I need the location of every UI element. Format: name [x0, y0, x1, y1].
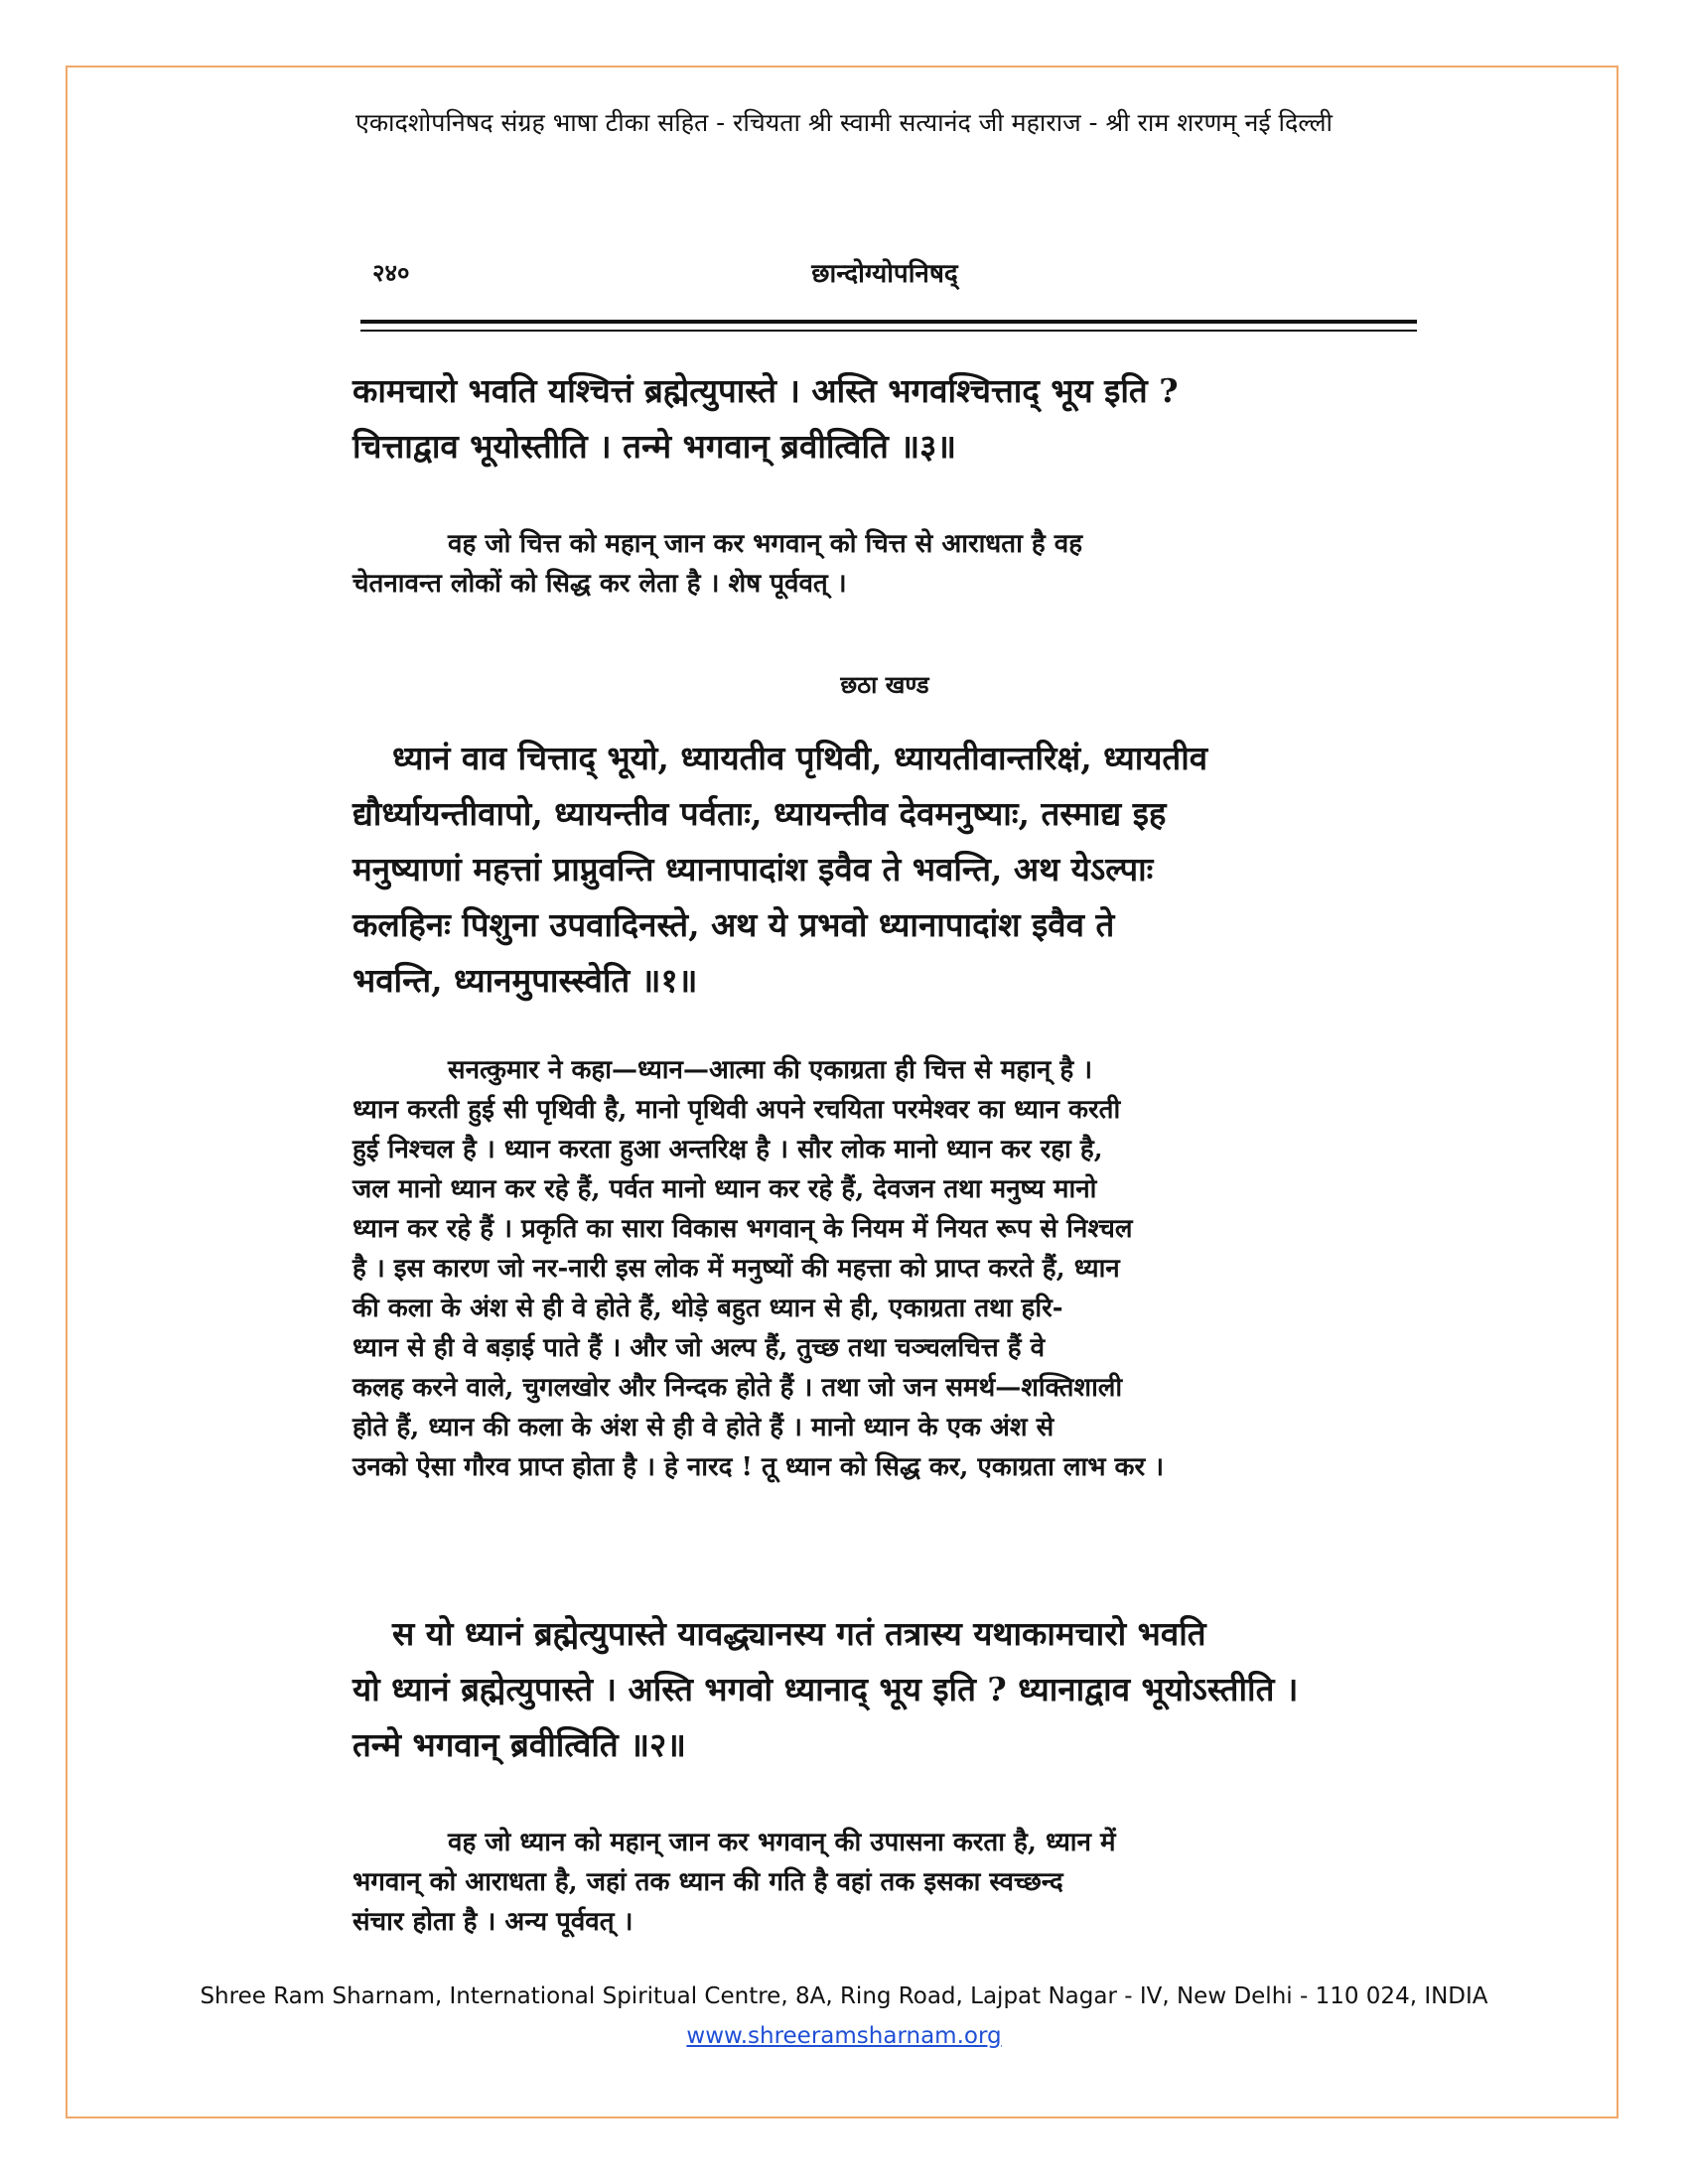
website-link[interactable]: www.shreeramsharnam.org [686, 2023, 1002, 2049]
verse-line: स यो ध्यानं ब्रह्मेत्युपास्ते यावद्ध्यानस्य गतं तत्रास्य यथाकामचारो भवति [392, 1614, 1206, 1653]
translation-1 [352, 1050, 1397, 1487]
verse-line: ध्यानं वाव चित्ताद् भूयो, ध्यायतीव पृथिवी, ध्यायतीवान्तरिक्षं, ध्यायतीव [392, 739, 1208, 777]
translation-line: कलह करने वाले, चुगलखोर और निन्दक होते हैं । तथा जो जन समर्थ—शक्तिशाली [352, 1373, 1123, 1403]
translation-line: संचार होता है । अन्य पूर्ववत् । [352, 1907, 633, 1937]
translation-line: ध्यान करती हुई सी पृथिवी है, मानो पृथिवी अपने रचयिता परमेश्वर का ध्यान करती [352, 1095, 1121, 1125]
header-rule-thick [360, 320, 1417, 324]
verse-line: यो ध्यानं ब्रह्मेत्युपास्ते । अस्ति भगवो ध्यानाद् भूय इति ? ध्यानाद्वाव भूयोऽस्तीति । [352, 1670, 1299, 1708]
verse-2 [352, 1606, 1397, 1773]
translation-line: चेतनावन्त लोकों को सिद्ध कर लेता है । शेष पूर्ववत् । [352, 569, 847, 599]
footer-website [0, 2023, 1688, 2049]
translation-line: वह जो चित्त को महान् जान कर भगवान् को चित्त से आराधता है वह [448, 529, 1083, 559]
verse-line: द्यौर्ध्यायन्तीवापो, ध्यायन्तीव पर्वताः, ध्यायन्तीव देवमनुष्याः, तस्माद्य इह [352, 794, 1167, 833]
translation-line: ध्यान कर रहे हैं । प्रकृति का सारा विकास भगवान् के नियम में नियत रूप से निश्चल [352, 1214, 1133, 1244]
translation-line: हुई निश्चल है । ध्यान करता हुआ अन्तरिक्ष है । सौर लोक मानो ध्यान कर रहा है, [352, 1135, 1103, 1164]
translation-3 [352, 524, 1397, 604]
translation-line: सनत्कुमार ने कहा—ध्यान—आत्मा की एकाग्रता ही चित्त से महान् है । [448, 1055, 1093, 1085]
page-number: २४० [372, 258, 410, 287]
translation-line: है । इस कारण जो नर-नारी इस लोक में मनुष्यों की महत्ता को प्राप्त करते हैं, ध्यान [352, 1254, 1120, 1284]
verse-line: कलहिनः पिशुना उपवादिनस्ते, अथ ये प्रभवो ध्यानापादांश इवैव ते [352, 905, 1115, 944]
translation-line: होते हैं, ध्यान की कला के अंश से ही वे होते हैं । मानो ध्यान के एक अंश से [352, 1413, 1055, 1442]
translation-line: वह जो ध्यान को महान् जान कर भगवान् की उपासना करता है, ध्यान में [448, 1828, 1116, 1857]
translation-line: भगवान् को आराधता है, जहां तक ध्यान की गति है वहां तक इसका स्वच्छन्द [352, 1867, 1063, 1897]
section-heading: छठा खण्ड [840, 670, 929, 699]
footer-address: Shree Ram Sharnam, International Spiritual Centre, 8A, Ring Road, Lajpat Nagar - IV, New Delhi - 110 024, INDIA [200, 1983, 1488, 2009]
translation-line: जल मानो ध्यान कर रहे हैं, पर्वत मानो ध्यान कर रहे हैं, देवजन तथा मनुष्य मानो [352, 1174, 1097, 1204]
translation-line: की कला के अंश से ही वे होते हैं, थोड़े बहुत ध्यान से ही, एकाग्रता तथा हरि- [352, 1294, 1063, 1323]
scanned-page [352, 195, 1417, 1944]
verse-line: कामचारो भवति यश्चित्तं ब्रह्मेत्युपास्ते । अस्ति भगवश्चित्ताद् भूय इति ? [352, 371, 1179, 410]
verse-line: चित्ताद्वाव भूयोस्तीति । तन्मे भगवान् ब्रवीत्विति ॥३॥ [352, 427, 957, 466]
verse-1 [352, 731, 1397, 1009]
translation-line: उनको ऐसा गौरव प्राप्त होता है । हे नारद ! तू ध्यान को सिद्ध कर, एकाग्रता लाभ कर । [352, 1452, 1165, 1482]
verse-line: मनुष्याणां महत्तां प्राप्नुवन्ति ध्यानापादांश इवैव ते भवन्ति, अथ येऽल्पाः [352, 850, 1154, 888]
verse-line: तन्मे भगवान् ब्रवीत्विति ॥२॥ [352, 1725, 686, 1764]
verse-3-ending [352, 363, 1397, 475]
translation-2 [352, 1823, 1397, 1942]
page-header: एकादशोपनिषद संग्रह भाषा टीका सहित - रचियता श्री स्वामी सत्यानंद जी महाराज - श्री राम शरणम् नई दिल्ली [355, 108, 1333, 137]
header-rule-thin [360, 330, 1417, 332]
page-title: छान्दोग्योपनिषद् [811, 259, 958, 289]
verse-line: भवन्ति, ध्यानमुपास्स्वेति ॥१॥ [352, 961, 698, 1000]
translation-line: ध्यान से ही वे बड़ाई पाते हैं । और जो अल्प हैं, तुच्छ तथा चञ्चलचित्त हैं वे [352, 1333, 1046, 1363]
